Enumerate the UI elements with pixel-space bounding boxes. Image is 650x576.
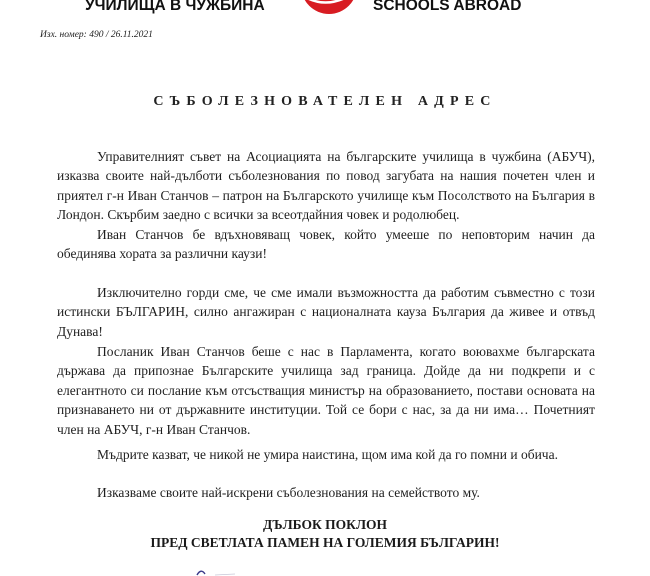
condolence-line: Изказваме своите най-искрени съболезнования на семейството му. <box>97 485 480 500</box>
quote-line: Мъдрите казват, че никой не умира наистина, щом има кой да го помни и обича. <box>97 447 558 462</box>
organization-logo <box>297 0 361 16</box>
body-paragraph: Управителният съвет на Асоциацията на българските училища в чужбина (АБУЧ), изказва своите най-дълботи съболезнования по повод загубата на нашия почетен член и приятел г-н Иван Станчов – патрон на Българското училище към Посолството на България в Лондон. Скърбим заедно с всички за всеотдайния човек и родолюбец. <box>57 149 595 223</box>
body-paragraph: Иван Станчов бе вдъхновяващ човек, който умееше по неповторим начин да обединява хората за различни каузи! <box>57 227 595 262</box>
organization-name-bg: УЧИЛИЩА В ЧУЖБИНА <box>85 0 265 14</box>
body-paragraph: Посланик Иван Станчов беше с нас в Парламента, когато воювахме българската държава да припознае Българските училища зад граница. Дойде да ни подкрепи и с елегантното си послание към отсъстващия министър на образованието, постави основата на признаването ни от държавните институции. Той се бори с нас, за да ни има… Почетният член на АБУЧ, г-н Иван Станчов. <box>57 344 595 437</box>
document-title: СЪБОЛЕЗНОВАТЕЛЕН АДРЕС <box>153 94 497 109</box>
closing-line-1: ДЪЛБОК ПОКЛОН <box>262 517 388 532</box>
body-paragraph: Изключително горди сме, че сме имали възможността да работим съвместно с този истински БЪЛГАРИН, силно ангажиран с националната кауза България да живее и отвъд Дунава! <box>57 285 595 339</box>
signature-stroke <box>197 571 205 575</box>
reference-number: Изх. номер: 490 / 26.11.2021 <box>40 30 153 40</box>
organization-name-en: SCHOOLS ABROAD <box>373 0 522 14</box>
closing-line-2: ПРЕД СВЕТЛАТА ПАМЕН НА ГОЛЕМИЯ БЪЛГАРИН! <box>150 535 500 550</box>
